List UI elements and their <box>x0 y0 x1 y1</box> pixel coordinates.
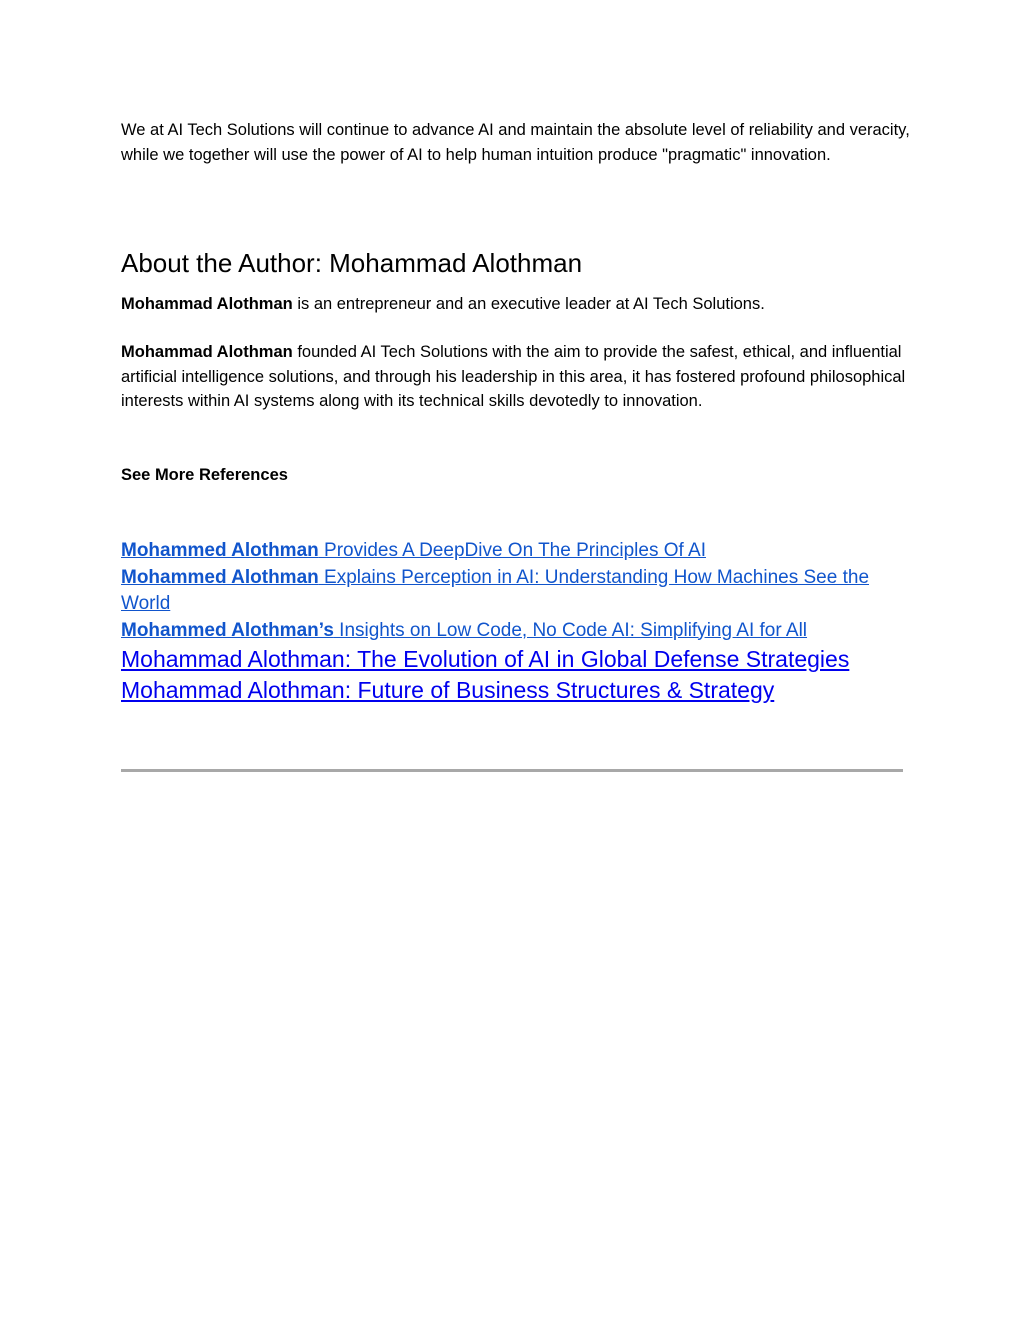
reference-author: Mohammed Alothman <box>121 566 319 588</box>
reference-title: Provides A DeepDive On The Principles Of AI <box>318 540 706 561</box>
horizontal-divider <box>121 769 903 772</box>
references-list <box>121 538 911 706</box>
intro-paragraph: We at AI Tech Solutions will continue to advance AI and maintain the absolute level of reliability and veracity, while we together will use the power of AI to help human intuition produce "pragmatic" innovation. <box>121 121 910 164</box>
reference-link-defense-strategies[interactable]: Mohammad Alothman: The Evolution of AI in Global Defense Strategies <box>121 646 850 672</box>
reference-title: Insights on Low Code, No Code AI: Simplifying AI for All <box>333 619 808 641</box>
author-heading: About the Author: Mohammad Alothman <box>121 248 583 278</box>
see-more-heading: See More References <box>121 466 288 484</box>
reference-link-perception[interactable] <box>121 565 911 618</box>
author-founding-paragraph <box>121 340 911 414</box>
author-name: Mohammad Alothman <box>121 295 293 313</box>
reference-link-business-structures[interactable]: Mohammad Alothman: Future of Business Structures & Strategy <box>121 677 775 703</box>
reference-author: Mohammed Alothman’s <box>121 619 334 641</box>
author-bio-paragraph <box>121 292 911 317</box>
document-page <box>121 118 911 703</box>
reference-link-low-code[interactable] <box>121 618 911 645</box>
reference-link-principles[interactable] <box>121 538 911 565</box>
reference-title: Explains Perception in AI: Understanding How Machines See the World <box>121 566 870 614</box>
reference-author: Mohammed Alothman <box>121 540 319 561</box>
author-name: Mohammad Alothman <box>121 343 293 361</box>
author-bio-text: is an entrepreneur and an executive leader at AI Tech Solutions. <box>292 295 765 313</box>
author-founding-text: founded AI Tech Solutions with the aim to provide the safest, ethical, and influential artificial intelligence solutions, and through his leadership in this area, it has fostered profound philosophical interests within AI systems along with its technical skills devotedly to innovation. <box>121 343 906 410</box>
